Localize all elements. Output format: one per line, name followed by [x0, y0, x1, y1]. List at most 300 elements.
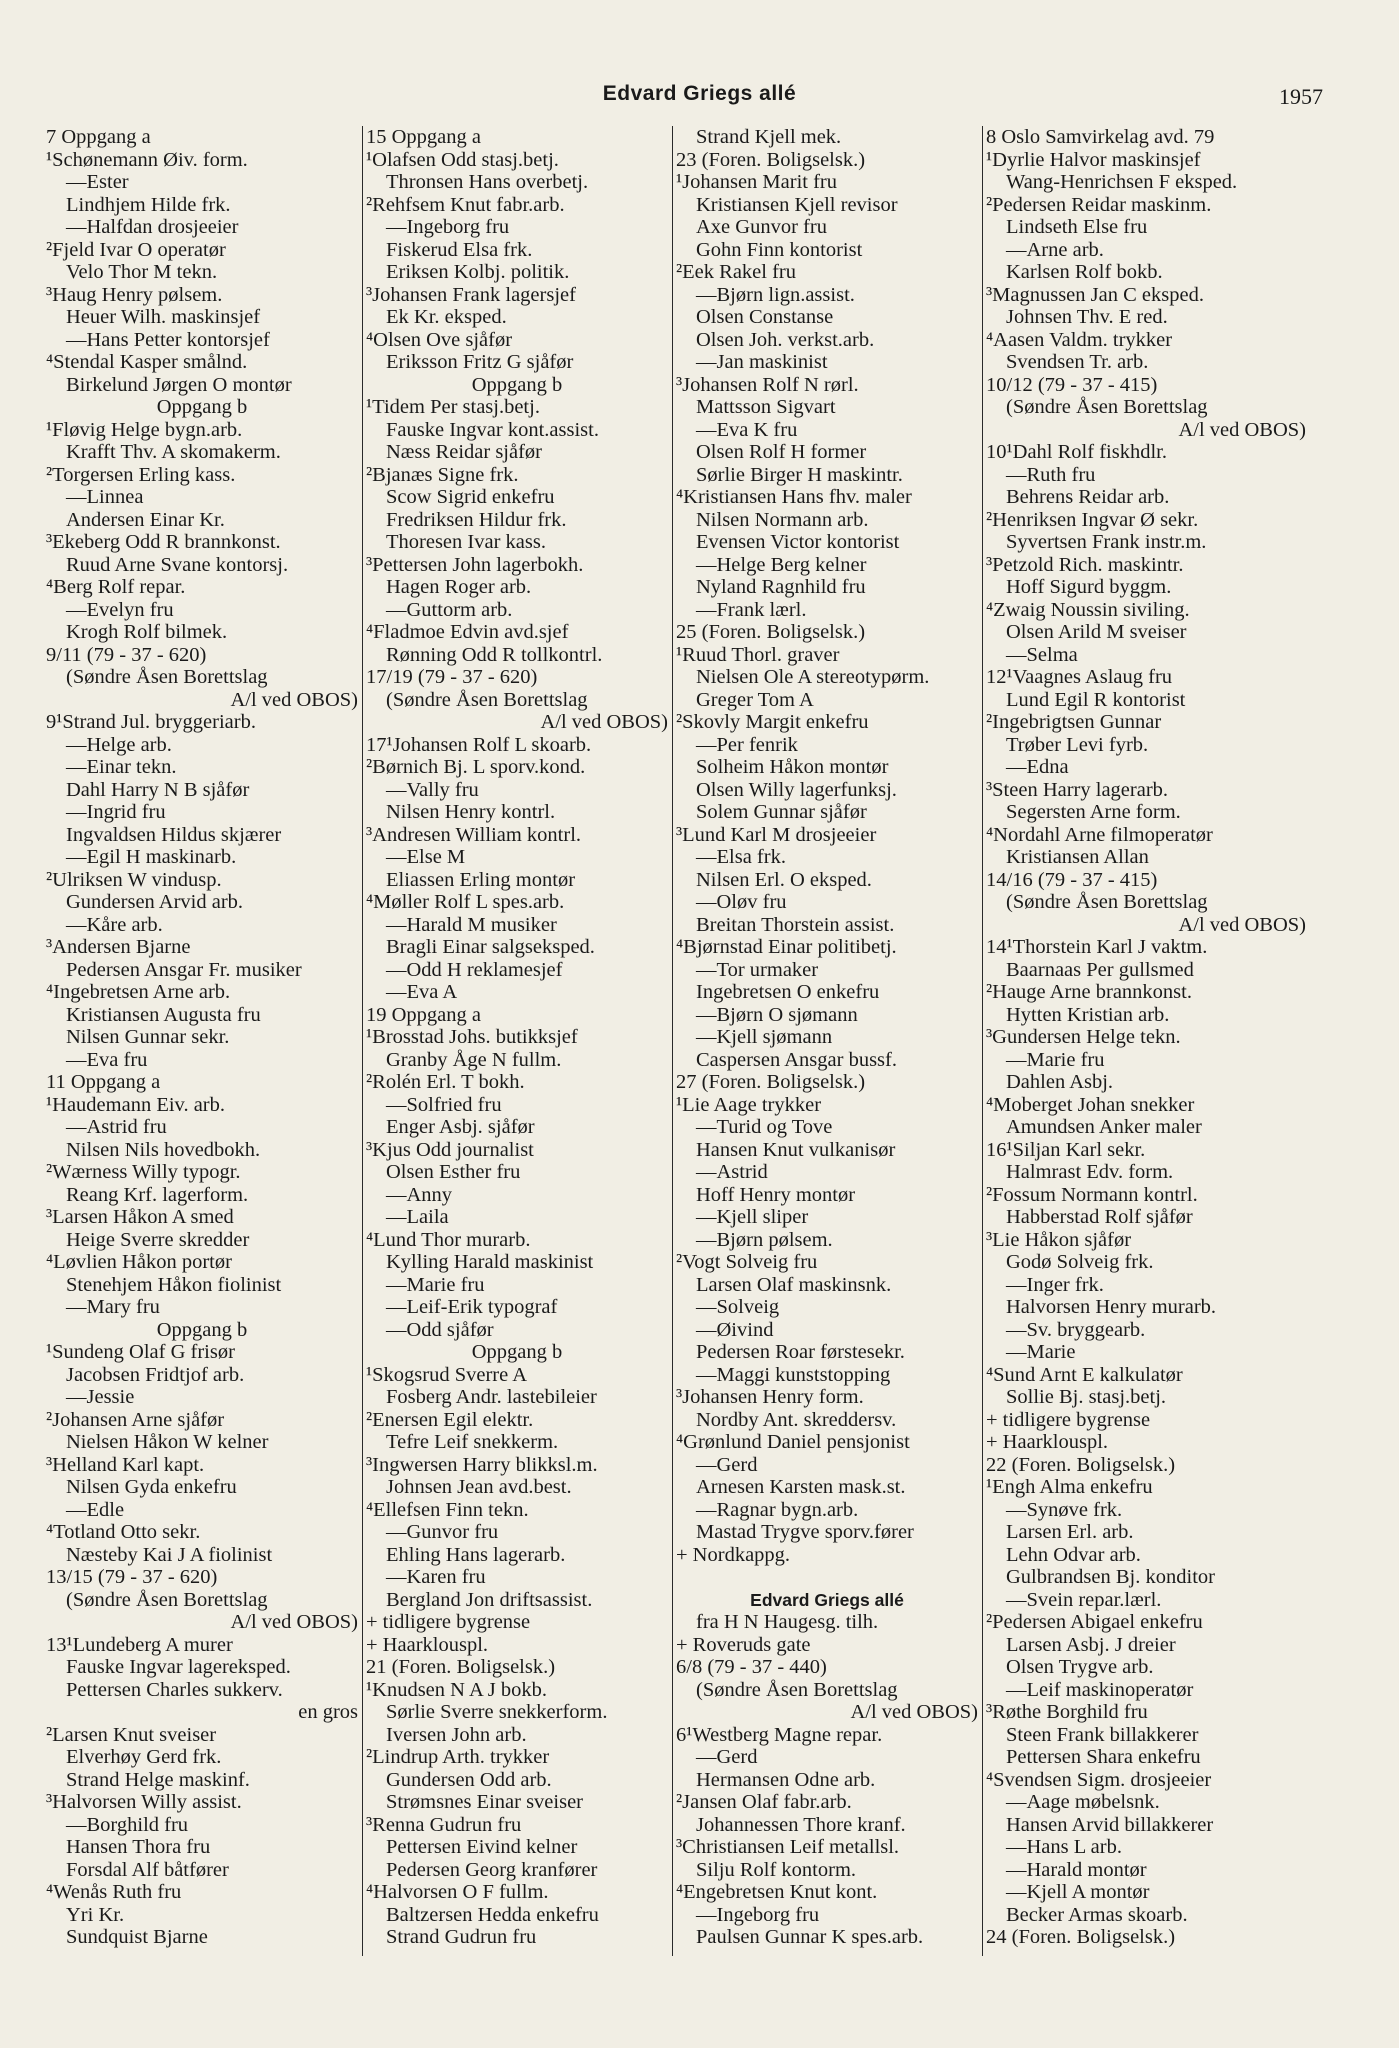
directory-entry: —Frank lærl.: [696, 598, 807, 621]
directory-entry: Ehling Hans lagerarb.: [386, 1543, 566, 1566]
directory-entry: Ingvaldsen Hildus skjærer: [66, 823, 282, 846]
directory-entry: 15 Oppgang a: [366, 126, 482, 148]
directory-entry: Fredriksen Hildur frk.: [386, 508, 567, 531]
directory-entry: —Else M: [386, 846, 466, 868]
directory-entry: Nyland Ragnhild fru: [696, 576, 866, 598]
directory-entry: Sørlie Sverre snekkerform.: [386, 1701, 608, 1723]
directory-entry: Fauske Ingvar lagereksped.: [66, 1656, 291, 1678]
directory-entry: 7 Oppgang a: [46, 126, 151, 148]
directory-entry: Lindhjem Hilde frk.: [66, 193, 231, 216]
directory-entry: Svendsen Tr. arb.: [1006, 351, 1149, 373]
directory-entry: A/l ved OBOS): [230, 1611, 358, 1633]
directory-entry: Steen Frank billakkerer: [1006, 1723, 1199, 1746]
directory-entry: 22 (Foren. Boligselsk.): [986, 1453, 1176, 1476]
directory-column-4: [986, 126, 1306, 1949]
directory-entry: Nilsen Gyda enkefru: [66, 1476, 237, 1498]
directory-entry: ³Andersen Bjarne: [46, 936, 191, 958]
directory-entry: Eriksen Kolbj. politik.: [386, 261, 570, 283]
directory-entry: 16¹Siljan Karl sekr.: [986, 1138, 1146, 1161]
directory-entry: ²Henriksen Ingvar Ø sekr.: [986, 508, 1199, 531]
directory-entry: —Marie fru: [386, 1273, 485, 1296]
directory-entry: Solheim Håkon montør: [696, 756, 889, 778]
directory-entry: Larsen Olaf maskinsnk.: [696, 1273, 892, 1296]
directory-entry: —Tor urmaker: [696, 958, 819, 981]
directory-entry: ¹Skogsrud Sverre A: [366, 1363, 528, 1386]
directory-entry: —Ingeborg fru: [386, 216, 510, 238]
directory-entry: 10¹Dahl Rolf fiskhdlr.: [986, 441, 1167, 463]
directory-entry: ³Halvorsen Willy assist.: [46, 1791, 242, 1813]
directory-entry: Nordby Ant. skreddersv.: [696, 1408, 897, 1431]
directory-entry: Thoresen Ivar kass.: [386, 531, 546, 553]
directory-entry: ¹Johansen Marit fru: [676, 171, 837, 193]
directory-entry: —Kjell sliper: [696, 1206, 809, 1228]
directory-entry: ³Kjus Odd journalist: [366, 1138, 534, 1161]
directory-entry: 9¹Strand Jul. bryggeriarb.: [46, 711, 256, 733]
directory-entry: ³Magnussen Jan C eksped.: [986, 283, 1204, 306]
directory-entry: Velo Thor M tekn.: [66, 261, 218, 283]
directory-entry: Godø Solveig frk.: [1006, 1251, 1154, 1273]
directory-entry: Bragli Einar salgseksped.: [386, 936, 595, 958]
directory-entry: ³Steen Harry lagerarb.: [986, 778, 1169, 801]
directory-entry: ²Pedersen Abigael enkefru: [986, 1611, 1203, 1633]
directory-entry: Scow Sigrid enkefru: [386, 486, 555, 508]
directory-entry: ¹Sundeng Olaf G frisør: [46, 1341, 235, 1363]
directory-entry: ¹Haudemann Eiv. arb.: [46, 1093, 226, 1116]
directory-entry: Stenehjem Håkon fiolinist: [66, 1273, 282, 1296]
directory-entry: —Einar tekn.: [66, 756, 177, 778]
directory-entry: Silju Rolf kontorm.: [696, 1858, 857, 1881]
directory-entry: —Elsa frk.: [696, 846, 786, 868]
directory-entry: Iversen John arb.: [386, 1723, 527, 1746]
directory-entry: ⁴Bjørnstad Einar politibetj.: [676, 936, 897, 958]
directory-entry: —Oløv fru: [696, 891, 787, 913]
directory-entry: ¹Schønemann Øiv. form.: [46, 148, 248, 171]
directory-entry: —Eva A: [386, 981, 458, 1003]
directory-entry: —Hans Petter kontorsjef: [66, 328, 270, 351]
directory-entry: Hansen Knut vulkanisør: [696, 1138, 896, 1161]
directory-entry: (Søndre Åsen Borettslag: [66, 1588, 268, 1611]
directory-entry: ³Andresen William kontrl.: [366, 823, 582, 846]
directory-entry: Ek Kr. eksped.: [386, 306, 507, 328]
directory-entry: Oppgang b: [156, 396, 248, 418]
directory-entry: ²Eek Rakel fru: [676, 261, 796, 283]
directory-entry: ³Gundersen Helge tekn.: [986, 1026, 1181, 1048]
directory-entry: —Selma: [1006, 643, 1078, 666]
directory-entry: —Egil H maskinarb.: [66, 846, 237, 868]
directory-entry: (Søndre Åsen Borettslag: [696, 1678, 898, 1701]
directory-entry: ²Bjanæs Signe frk.: [366, 463, 519, 486]
directory-entry: —Kjell A montør: [1006, 1881, 1150, 1903]
section-heading: Edvard Griegs allé: [750, 1589, 904, 1610]
directory-entry: ⁴Fladmoe Edvin avd.sjef: [366, 621, 569, 643]
directory-entry: A/l ved OBOS): [1178, 913, 1306, 936]
directory-entry: ²Vogt Solveig fru: [676, 1251, 818, 1273]
directory-entry: —Jessie: [66, 1386, 135, 1408]
page-title: Edvard Griegs allé: [602, 82, 797, 105]
directory-entry: —Jan maskinist: [696, 351, 828, 373]
directory-entry: ⁴Grønlund Daniel pensjonist: [676, 1431, 910, 1453]
directory-entry: ²Jansen Olaf fabr.arb.: [676, 1791, 852, 1813]
directory-entry: Krafft Thv. A skomakerm.: [66, 441, 281, 463]
directory-entry: —Harald M musiker: [386, 913, 557, 936]
directory-entry: Heuer Wilh. maskinsjef: [66, 306, 261, 328]
directory-entry: Hansen Arvid billakkerer: [1006, 1813, 1214, 1836]
directory-entry: Dahl Harry N B sjåfør: [66, 778, 250, 801]
directory-entry: —Sv. bryggearb.: [1006, 1318, 1146, 1341]
directory-entry: Fauske Ingvar kont.assist.: [386, 418, 599, 441]
directory-entry: Ruud Arne Svane kontorsj.: [66, 553, 289, 576]
directory-entry: —Gunvor fru: [386, 1521, 499, 1543]
directory-entry: ⁴Ingebretsen Arne arb.: [46, 981, 231, 1003]
directory-entry: —Evelyn fru: [66, 598, 174, 621]
directory-entry: —Ragnar bygn.arb.: [696, 1498, 859, 1521]
directory-entry: —Eva fru: [66, 1048, 148, 1071]
directory-entry: —Turid og Tove: [696, 1116, 833, 1138]
directory-entry: —Laila: [386, 1206, 449, 1228]
directory-entry: A/l ved OBOS): [540, 711, 668, 733]
directory-entry: Birkelund Jørgen O montør: [66, 373, 292, 396]
directory-entry: Næss Reidar sjåfør: [386, 441, 543, 463]
directory-entry: ²Børnich Bj. L sporv.kond.: [366, 756, 586, 778]
directory-entry: Olsen Joh. verkst.arb.: [696, 328, 875, 351]
directory-entry: Andersen Einar Kr.: [66, 508, 225, 531]
directory-entry: ²Wærness Willy typogr.: [46, 1161, 241, 1183]
directory-entry: —Ruth fru: [1006, 463, 1096, 486]
directory-entry: —Eva K fru: [696, 418, 798, 441]
directory-entry: Enger Asbj. sjåfør: [386, 1116, 535, 1138]
directory-entry: + tidligere bygrense: [986, 1408, 1151, 1431]
directory-entry: Næsteby Kai J A fiolinist: [66, 1543, 273, 1566]
directory-entry: Greger Tom A: [696, 688, 814, 711]
directory-entry: Paulsen Gunnar K spes.arb.: [696, 1926, 924, 1948]
directory-entry: —Helge arb.: [66, 733, 172, 756]
directory-entry: Hansen Thora fru: [66, 1836, 211, 1858]
directory-entry: 25 (Foren. Boligselsk.): [676, 621, 866, 643]
directory-entry: ²Fossum Normann kontrl.: [986, 1183, 1198, 1206]
directory-entry: —Helge Berg kelner: [696, 553, 867, 576]
directory-entry: ⁴Kristiansen Hans fhv. maler: [676, 486, 912, 508]
directory-entry: —Mary fru: [66, 1296, 160, 1318]
directory-column-1: [46, 126, 358, 1949]
directory-entry: Evensen Victor kontorist: [696, 531, 900, 553]
directory-entry: Fosberg Andr. lastebileier: [386, 1386, 597, 1408]
directory-entry: —Edle: [66, 1498, 125, 1521]
directory-entry: ¹Ruud Thorl. graver: [676, 643, 840, 666]
directory-entry: ³Helland Karl kapt.: [46, 1453, 205, 1476]
directory-entry: Strand Gudrun fru: [386, 1926, 537, 1948]
directory-entry: ⁴Nordahl Arne filmoperatør: [986, 823, 1213, 846]
directory-entry: Breitan Thorstein assist.: [696, 913, 895, 936]
directory-entry: ³Johansen Henry form.: [676, 1386, 864, 1408]
directory-entry: —Inger frk.: [1006, 1273, 1104, 1296]
directory-entry: —Ester: [66, 171, 129, 193]
directory-entry: Jacobsen Fridtjof arb.: [66, 1363, 245, 1386]
directory-entry: —Bjørn lign.assist.: [696, 283, 855, 306]
column-divider: [982, 126, 983, 1956]
directory-entry: Gulbrandsen Bj. konditor: [1006, 1566, 1215, 1588]
directory-entry: Hermansen Odne arb.: [696, 1768, 876, 1791]
directory-entry: + Haarklouspl.: [366, 1633, 489, 1656]
directory-entry: ¹Knudsen N A J bokb.: [366, 1678, 547, 1701]
directory-entry: Johnsen Thv. E red.: [1006, 306, 1168, 328]
directory-entry: 13¹Lundeberg A murer: [46, 1633, 233, 1656]
directory-entry: —Per fenrik: [696, 733, 798, 756]
directory-entry: Lindseth Else fru: [1006, 216, 1148, 238]
directory-entry: Elverhøy Gerd frk.: [66, 1746, 222, 1768]
directory-entry: Axe Gunvor fru: [696, 216, 827, 238]
directory-entry: A/l ved OBOS): [230, 688, 358, 711]
directory-entry: Ingebretsen O enkefru: [696, 981, 880, 1003]
directory-entry: ²Torgersen Erling kass.: [46, 463, 236, 486]
directory-entry: ⁴Engebretsen Knut kont.: [676, 1881, 878, 1903]
directory-entry: 17/19 (79 - 37 - 620): [366, 666, 538, 688]
directory-entry: ²Fjeld Ivar O operatør: [46, 238, 226, 261]
directory-entry: —Svein repar.lærl.: [1006, 1588, 1162, 1611]
directory-entry: ²Rolén Erl. T bokh.: [366, 1071, 525, 1093]
directory-entry: Bergland Jon driftsassist.: [386, 1588, 593, 1611]
directory-entry: ⁴Sund Arnt E kalkulatør: [986, 1363, 1183, 1386]
directory-entry: (Søndre Åsen Borettslag: [386, 688, 588, 711]
directory-entry: Thronsen Hans overbetj.: [386, 171, 589, 193]
directory-entry: ³Renna Gudrun fru: [366, 1813, 522, 1836]
directory-entry: Nielsen Håkon W kelner: [66, 1431, 269, 1453]
directory-entry: Strømsnes Einar sveiser: [386, 1791, 583, 1813]
directory-entry: —Vally fru: [386, 778, 479, 801]
directory-column-2: [366, 126, 668, 1949]
directory-entry: —Arne arb.: [1006, 238, 1104, 261]
directory-entry: ³Johansen Frank lagersjef: [366, 283, 576, 306]
directory-entry: 10/12 (79 - 37 - 415): [986, 373, 1158, 396]
directory-entry: Nielsen Ole A stereotypørm.: [696, 666, 930, 688]
directory-entry: Hoff Sigurd byggm.: [1006, 576, 1172, 598]
directory-entry: —Harald montør: [1006, 1858, 1147, 1881]
directory-entry: Forsdal Alf båtfører: [66, 1858, 229, 1881]
directory-entry: ³Christiansen Leif metallsl.: [676, 1836, 900, 1858]
directory-entry: Gundersen Odd arb.: [386, 1768, 552, 1791]
directory-entry: Nilsen Henry kontrl.: [386, 801, 556, 823]
directory-entry: —Gerd: [696, 1746, 758, 1768]
directory-entry: Kristiansen Augusta fru: [66, 1003, 261, 1026]
directory-entry: Oppgang b: [471, 373, 563, 396]
directory-entry: Pettersen Eivind kelner: [386, 1836, 578, 1858]
directory-entry: —Linnea: [66, 486, 144, 508]
directory-entry: ³Ingwersen Harry blikksl.m.: [366, 1453, 598, 1476]
directory-entry: Hagen Roger arb.: [386, 576, 532, 598]
directory-entry: 8 Oslo Samvirkelag avd. 79: [986, 126, 1215, 148]
directory-entry: Lehn Odvar arb.: [1006, 1543, 1141, 1566]
directory-entry: + Nordkappg.: [676, 1543, 791, 1566]
directory-entry: ³Petzold Rich. maskintr.: [986, 553, 1184, 576]
directory-entry: 17¹Johansen Rolf L skoarb.: [366, 733, 592, 756]
directory-entry: —Kåre arb.: [66, 913, 163, 936]
directory-entry: ⁴Stendal Kasper smålnd.: [46, 351, 248, 373]
directory-entry: —Leif maskinoperatør: [1006, 1678, 1194, 1701]
directory-entry: Solem Gunnar sjåfør: [696, 801, 867, 823]
directory-column-3: [676, 126, 978, 1949]
directory-entry: Oppgang b: [156, 1318, 248, 1341]
directory-entry: Strand Helge maskinf.: [66, 1768, 250, 1791]
directory-entry: 21 (Foren. Boligselsk.): [366, 1656, 556, 1678]
directory-entry: Habberstad Rolf sjåfør: [1006, 1206, 1193, 1228]
directory-entry: 14/16 (79 - 37 - 415): [986, 868, 1158, 891]
directory-entry: Karlsen Rolf bokb.: [1006, 261, 1163, 283]
directory-entry: Eriksson Fritz G sjåfør: [386, 351, 574, 373]
directory-entry: Sollie Bj. stasj.betj.: [1006, 1386, 1167, 1408]
directory-entry: ²Enersen Egil elektr.: [366, 1408, 534, 1431]
directory-entry: Caspersen Ansgar bussf.: [696, 1048, 897, 1071]
directory-entry: ²Lindrup Arth. trykker: [366, 1746, 550, 1768]
directory-entry: —Odd H reklamesjef: [386, 958, 563, 981]
directory-entry: Olsen Arild M sveiser: [1006, 621, 1187, 643]
directory-entry: —Anny: [386, 1183, 453, 1206]
directory-entry: [676, 1566, 978, 1589]
directory-entry: —Aage møbelsnk.: [1006, 1791, 1160, 1813]
directory-entry: ³Johansen Rolf N rørl.: [676, 373, 859, 396]
directory-entry: ²Rehfsem Knut fabr.arb.: [366, 193, 565, 216]
directory-entry: ⁴Totland Otto sekr.: [46, 1521, 201, 1543]
directory-entry: —Gerd: [696, 1453, 758, 1476]
directory-entry: ⁴Berg Rolf repar.: [46, 576, 186, 598]
directory-entry: —Karen fru: [386, 1566, 486, 1588]
directory-entry: ⁴Halvorsen O F fullm.: [366, 1881, 549, 1903]
directory-entry: Heige Sverre skredder: [66, 1228, 250, 1251]
directory-entry: 6¹Westberg Magne repar.: [676, 1723, 883, 1746]
directory-entry: —Ingrid fru: [66, 801, 166, 823]
directory-entry: ⁴Olsen Ove sjåfør: [366, 328, 513, 351]
directory-entry: Mattsson Sigvart: [696, 396, 836, 418]
directory-entry: —Guttorm arb.: [386, 598, 513, 621]
directory-entry: Baltzersen Hedda enkefru: [386, 1903, 599, 1926]
directory-entry: A/l ved OBOS): [850, 1701, 978, 1723]
directory-entry: Reang Krf. lagerform.: [66, 1183, 249, 1206]
directory-entry: Olsen Esther fru: [386, 1161, 521, 1183]
directory-entry: Fiskerud Elsa frk.: [386, 238, 533, 261]
directory-entry: 23 (Foren. Boligselsk.): [676, 148, 866, 171]
page-number: 1957: [1279, 84, 1323, 109]
directory-entry: ¹Brosstad Johs. butikksjef: [366, 1026, 578, 1048]
directory-entry: 11 Oppgang a: [46, 1071, 161, 1093]
directory-entry: Trøber Levi fyrb.: [1006, 733, 1149, 756]
directory-entry: Yri Kr.: [66, 1903, 125, 1926]
directory-entry: Johnsen Jean avd.best.: [386, 1476, 572, 1498]
column-divider: [672, 126, 673, 1956]
directory-entry: A/l ved OBOS): [1178, 418, 1306, 441]
directory-entry: Oppgang b: [471, 1341, 563, 1363]
directory-entry: Syvertsen Frank instr.m.: [1006, 531, 1207, 553]
directory-entry: Sørlie Birger H maskintr.: [696, 463, 903, 486]
directory-entry: Halmrast Edv. form.: [1006, 1161, 1174, 1183]
directory-entry: 6/8 (79 - 37 - 440): [676, 1656, 827, 1678]
directory-entry: —Synøve frk.: [1006, 1498, 1123, 1521]
directory-entry: ²Larsen Knut sveiser: [46, 1723, 217, 1746]
directory-entry: —Leif-Erik typograf: [386, 1296, 558, 1318]
directory-entry: ³Lund Karl M drosjeeier: [676, 823, 877, 846]
directory-entry: Krogh Rolf bilmek.: [66, 621, 228, 643]
directory-entry: Pedersen Ansgar Fr. musiker: [66, 958, 302, 981]
directory-entry: ¹Dyrlie Halvor maskinsjef: [986, 148, 1201, 171]
directory-entry: Pettersen Shara enkefru: [1006, 1746, 1201, 1768]
directory-entry: Nilsen Normann arb.: [696, 508, 869, 531]
directory-entry: Larsen Asbj. J dreier: [1006, 1633, 1176, 1656]
directory-entry: Mastad Trygve sporv.fører: [696, 1521, 914, 1543]
directory-entry: Strand Kjell mek.: [696, 126, 842, 148]
page-header: [0, 82, 1399, 112]
directory-entry: ¹Lie Aage trykker: [676, 1093, 822, 1116]
directory-entry: ³Lie Håkon sjåfør: [986, 1228, 1132, 1251]
directory-entry: Pedersen Roar førstesekr.: [696, 1341, 905, 1363]
directory-entry: —Halfdan drosjeeier: [66, 216, 239, 238]
directory-entry: Baarnaas Per gullsmed: [1006, 958, 1194, 981]
directory-entry: Kristiansen Allan: [1006, 846, 1149, 868]
directory-entry: —Hans L arb.: [1006, 1836, 1122, 1858]
directory-entry: Hoff Henry montør: [696, 1183, 856, 1206]
directory-entry: (Søndre Åsen Borettslag: [66, 666, 268, 688]
directory-entry: Sundquist Bjarne: [66, 1926, 208, 1948]
directory-entry: ²Skovly Margit enkefru: [676, 711, 869, 733]
directory-entry: (Søndre Åsen Borettslag: [1006, 396, 1208, 418]
directory-entry: en gros: [298, 1701, 358, 1723]
directory-entry: Hytten Kristian arb.: [1006, 1003, 1170, 1026]
directory-entry: —Marie: [1006, 1341, 1076, 1363]
directory-entry: ³Larsen Håkon A smed: [46, 1206, 234, 1228]
directory-entry: ²Pedersen Reidar maskinm.: [986, 193, 1212, 216]
directory-entry: —Edna: [1006, 756, 1069, 778]
directory-entry: + Roveruds gate: [676, 1633, 811, 1656]
directory-entry: Rønning Odd R tollkontrl.: [386, 643, 603, 666]
directory-entry: —Øivind: [696, 1318, 774, 1341]
directory-entry: ⁴Lund Thor murarb.: [366, 1228, 531, 1251]
directory-entry: —Solveig: [696, 1296, 780, 1318]
directory-entry: ⁴Svendsen Sigm. drosjeeier: [986, 1768, 1212, 1791]
directory-entry: Nilsen Erl. O eksped.: [696, 868, 872, 891]
directory-entry: —Maggi kunststopping: [696, 1363, 891, 1386]
directory-entry: —Odd sjåfør: [386, 1318, 494, 1341]
directory-entry: 14¹Thorstein Karl J vaktm.: [986, 936, 1208, 958]
directory-entry: —Solfried fru: [386, 1093, 502, 1116]
directory-entry: 27 (Foren. Boligselsk.): [676, 1071, 866, 1093]
directory-entry: Tefre Leif snekkerm.: [386, 1431, 559, 1453]
directory-entry: ¹Engh Alma enkefru: [986, 1476, 1153, 1498]
directory-entry: ⁴Moberget Johan snekker: [986, 1093, 1195, 1116]
directory-entry: ³Røthe Borghild fru: [986, 1701, 1148, 1723]
directory-entry: ¹Tidem Per stasj.betj.: [366, 396, 540, 418]
directory-entry: Gohn Finn kontorist: [696, 238, 863, 261]
directory-entry: Olsen Rolf H former: [696, 441, 867, 463]
directory-entry: 24 (Foren. Boligselsk.): [986, 1926, 1176, 1948]
directory-entry: fra H N Haugesg. tilh.: [696, 1611, 879, 1633]
directory-entry: Olsen Constanse: [696, 306, 834, 328]
directory-entry: ²Ulriksen W vindusp.: [46, 868, 222, 891]
directory-entry: ²Ingebrigtsen Gunnar: [986, 711, 1162, 733]
directory-entry: Olsen Trygve arb.: [1006, 1656, 1154, 1678]
directory-entry: Segersten Arne form.: [1006, 801, 1181, 823]
directory-entry: ³Ekeberg Odd R brannkonst.: [46, 531, 281, 553]
column-divider: [362, 126, 363, 1956]
directory-entry: Kristiansen Kjell revisor: [696, 193, 898, 216]
directory-entry: Halvorsen Henry murarb.: [1006, 1296, 1217, 1318]
directory-entry: 12¹Vaagnes Aslaug fru: [986, 666, 1173, 688]
directory-entry: ⁴Wenås Ruth fru: [46, 1881, 182, 1903]
directory-entry: 9/11 (79 - 37 - 620): [46, 643, 207, 666]
directory-entry: Becker Armas skoarb.: [1006, 1903, 1188, 1926]
directory-entry: ³Pettersen John lagerbokh.: [366, 553, 584, 576]
directory-entry: Wang-Henrichsen F eksped.: [1006, 171, 1238, 193]
directory-entry: ⁴Ellefsen Finn tekn.: [366, 1498, 529, 1521]
directory-entry: Granby Åge N fullm.: [386, 1048, 562, 1071]
directory-entry: ⁴Aasen Valdm. trykker: [986, 328, 1173, 351]
directory-entry: Pettersen Charles sukkerv.: [66, 1678, 283, 1701]
directory-entry: Nilsen Gunnar sekr.: [66, 1026, 230, 1048]
